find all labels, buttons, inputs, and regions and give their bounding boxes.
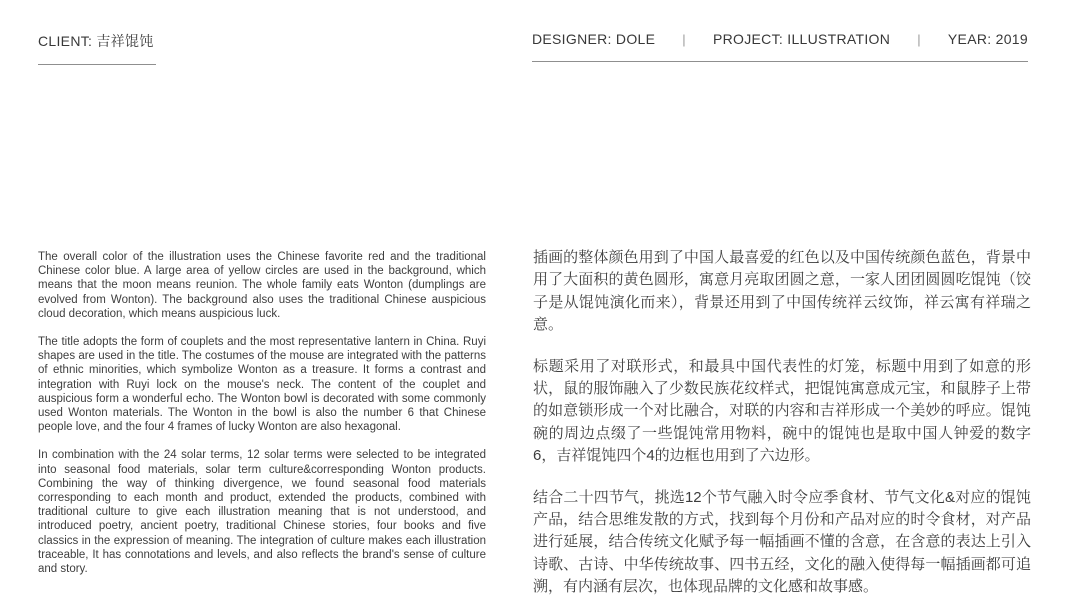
english-paragraph-3: In combination with the 24 solar terms, 12 solar terms were selected to be integrated into seasonal food materials, solar term culture&corresponding Wonton products. Combining the way of thinking divergence, we found seasonal food materials corresponding to each month and product, extended the products, combined with traditional culture to give each illustration meaning that is not understood, and introduced poetry, ancient poetry, traditional Chinese stories, four books and five classics in the expression of meaning. The integration of culture makes each illustration traceable, It has connotations and levels, and also reflects the brand's sense of culture and story. <box>38 449 486 576</box>
chinese-paragraph-1: 插画的整体颜色用到了中国人最喜爱的红色以及中国传统颜色蓝色，背景中用了大面积的黄色圆形，寓意月亮取团圆之意，一家人团团圆圆吃馄饨（饺子是从馄饨演化而来），背景还用到了中国传统祥云纹饰，祥云寓有祥瑞之意。 <box>533 249 1031 334</box>
english-column <box>38 250 486 576</box>
designer-label: DESIGNER: DOLE <box>532 31 656 47</box>
header-separator: | <box>917 32 921 47</box>
header <box>38 31 1028 65</box>
project-label: PROJECT: ILLUSTRATION <box>712 31 891 47</box>
english-paragraph-1: The overall color of the illustration uses the Chinese favorite red and the traditional Chinese color blue. A large area of yellow circles are used in the background, which means that the moon means reunion. The whole family eats Wonton (dumplings are evolved from Wonton). The background also uses the traditional Chinese auspicious cloud decoration, which means auspicious luck. <box>38 251 486 320</box>
chinese-paragraph-3: 结合二十四节气，挑选12个节气融入时令应季食材、节气文化&对应的馄饨产品，结合思维发散的方式，找到每个月份和产品对应的时令食材，对产品进行延展，结合传统文化赋予每一幅插画不懂的含意，在含意的表达上引入诗歌、古诗、中华传统故事、四书五经，文化的融入使得每一幅插画都可追溯，有内涵有层次，也体现品牌的文化感和故事感。 <box>533 488 1031 596</box>
client-block <box>38 31 156 65</box>
english-paragraph-2: The title adopts the form of couplets and the most representative lantern in China. Ruyi shapes are used in the title. The costumes of the mouse are integrated with the patterns of ethnic minorities, which symbolize Wonton as a treasure. It forms a contrast and integration with Ruyi lock on the mouse's neck. The content of the couplet and auspicious form a wonderful echo. The Wonton bowl is decorated with some commonly used Wonton materials. The Wonton in the bowl is also the number 6 that Chinese people love, and the four 4 frames of lucky Wonton are also hexagonal. <box>38 336 486 434</box>
chinese-column <box>533 247 1031 599</box>
client-label: CLIENT: 吉祥馄饨 <box>38 33 154 49</box>
header-separator: | <box>682 32 686 47</box>
year-label: YEAR: 2019 <box>947 31 1028 47</box>
chinese-paragraph-2: 标题采用了对联形式，和最具中国代表性的灯笼，标题中用到了如意的形状，鼠的服饰融入了少数民族花纹样式，把馄饨寓意成元宝，和鼠脖子上带的如意锁形成一个对比融合，对联的内容和吉祥形成一个美妙的呼应。馄饨碗的周边点缀了一些馄饨常用物料，碗中的馄饨也是取中国人钟爱的数字6，吉祥馄饨四个4的边框也用到了六边形。 <box>533 357 1031 465</box>
project-info-block <box>532 31 1028 62</box>
